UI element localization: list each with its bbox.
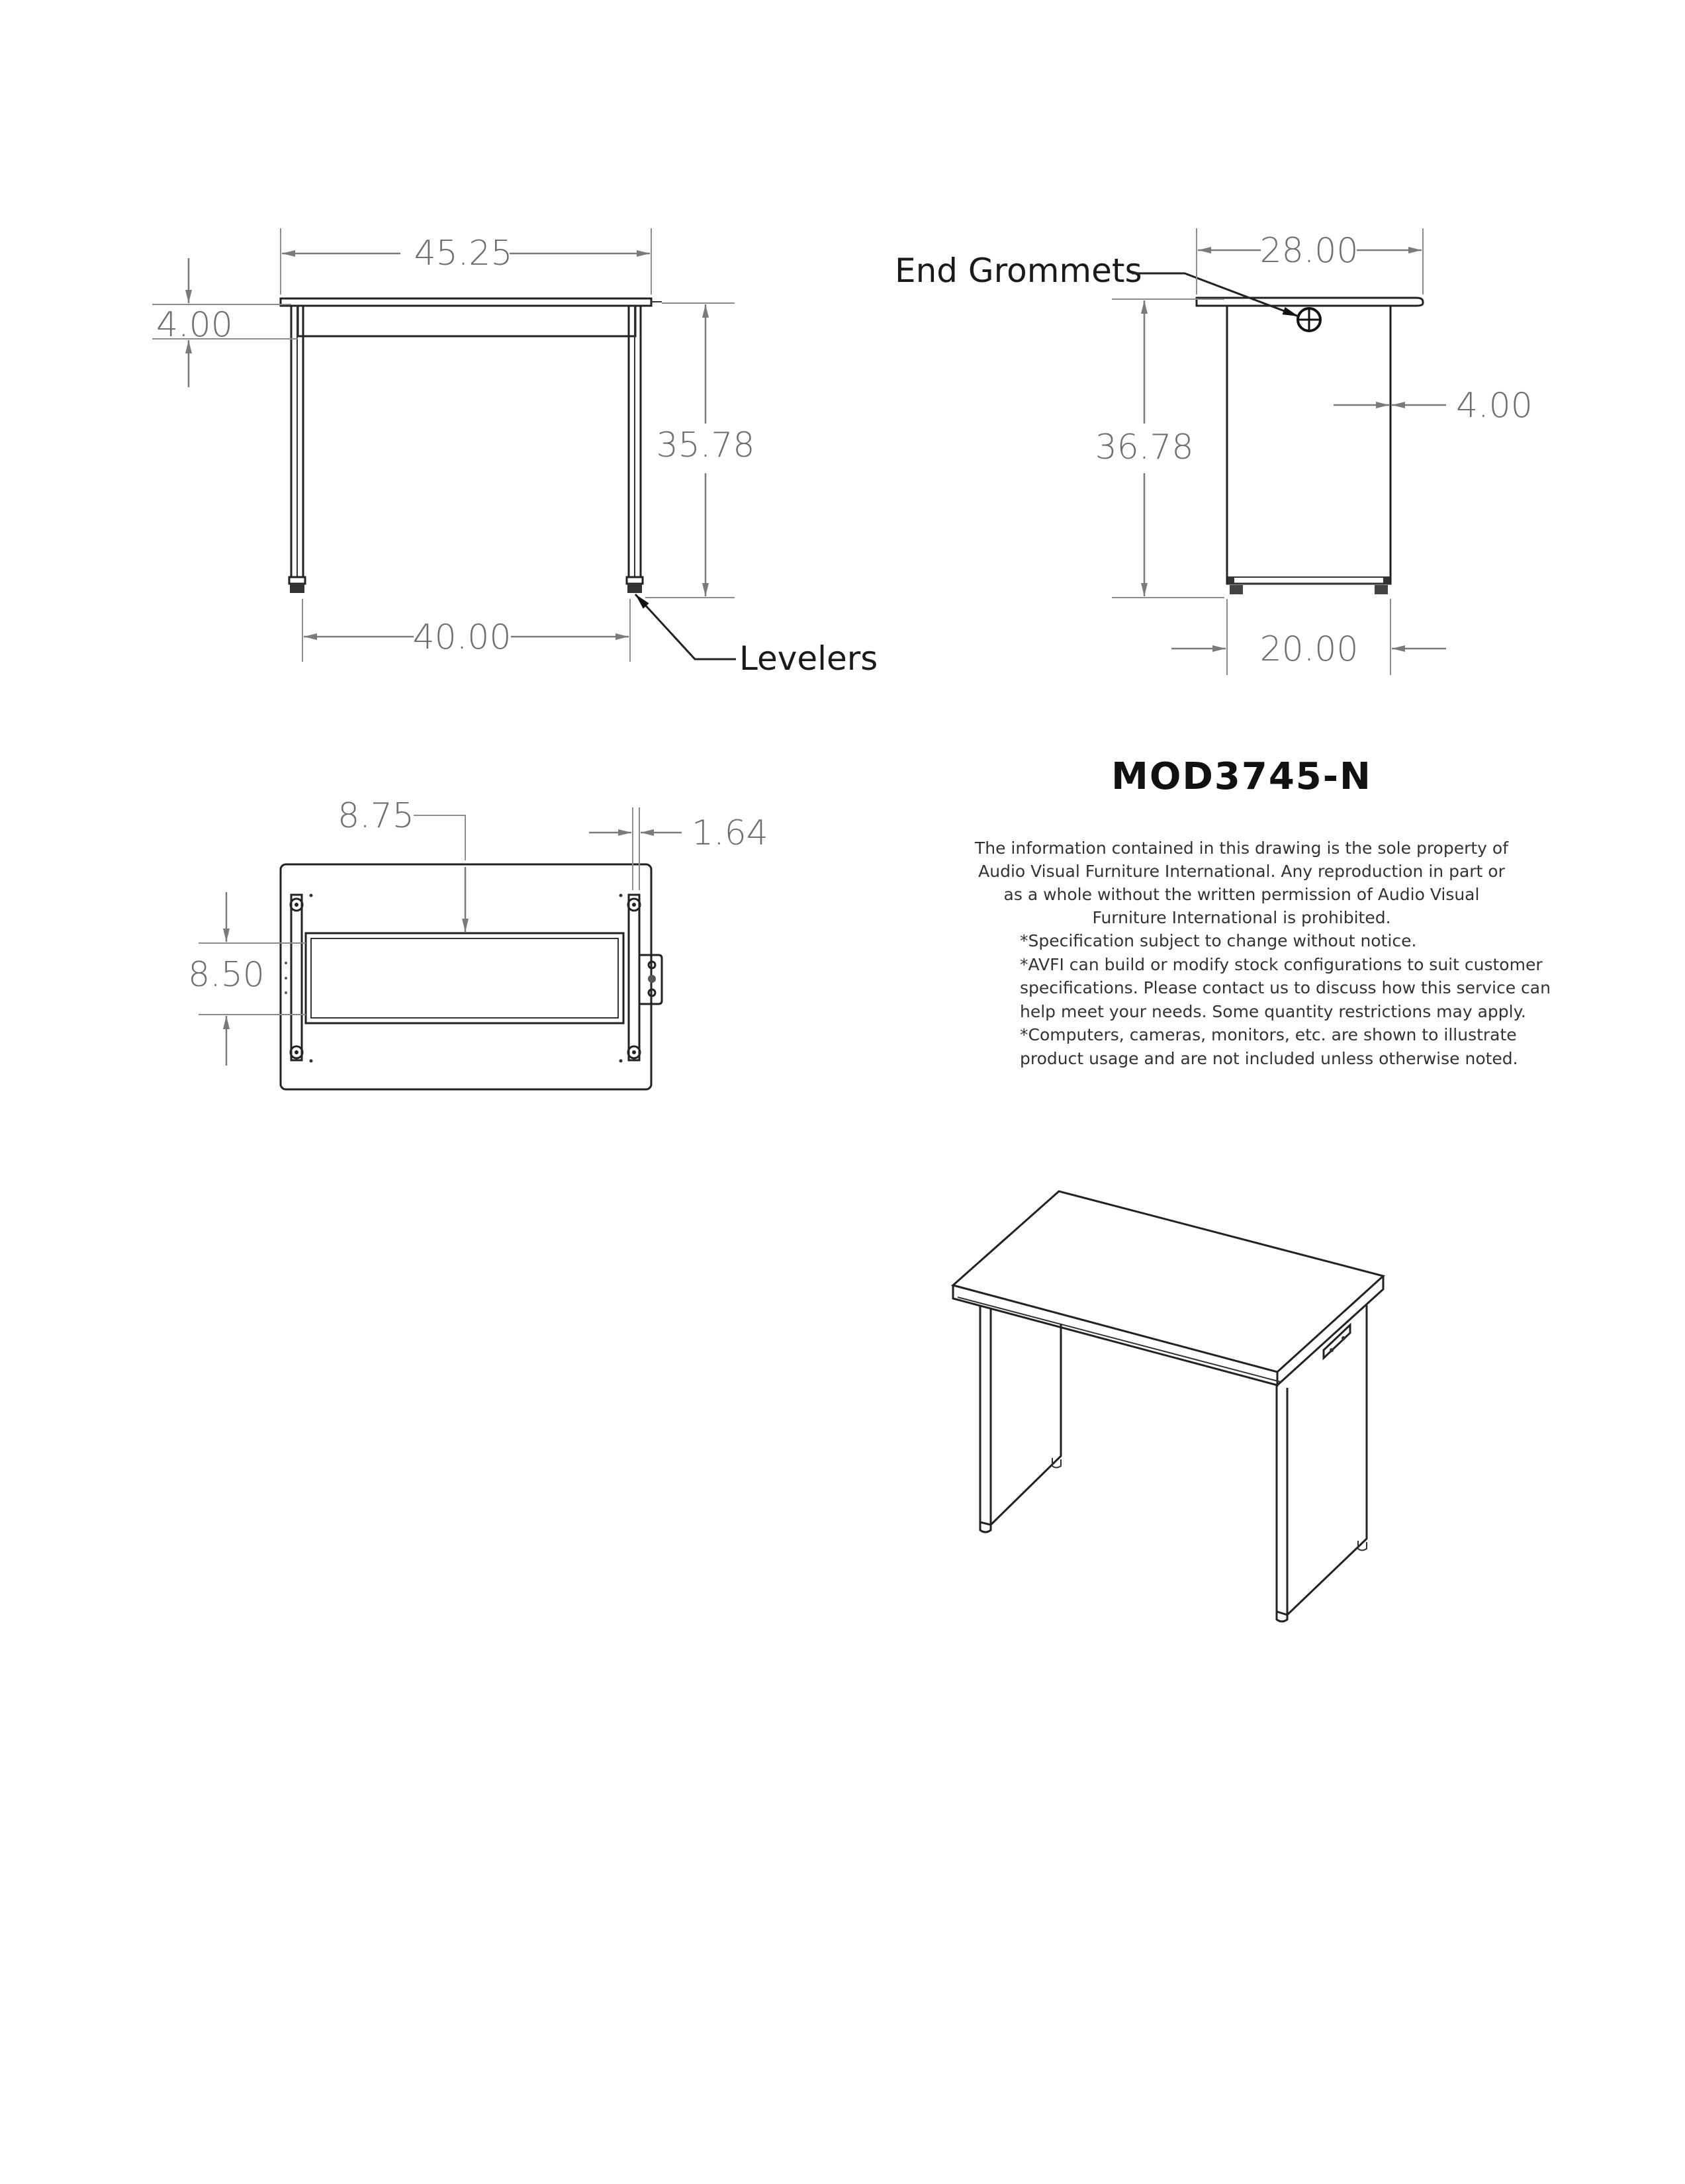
side-view	[895, 228, 1533, 675]
dim-top-thickness: 4.00	[156, 305, 233, 345]
note-line: *Specification subject to change without notice.	[1020, 931, 1417, 950]
iso-left-leg	[980, 1306, 1061, 1532]
dim-side-depth: 28.00	[1259, 231, 1359, 271]
front-view	[152, 228, 878, 678]
front-apron	[298, 306, 635, 336]
left-rail	[285, 894, 313, 1063]
dim-leg-span: 40.00	[412, 617, 512, 657]
model-number: MOD3745-N	[1111, 755, 1372, 798]
front-left-leg	[289, 306, 305, 593]
note-line: product usage and are not included unless otherwise noted.	[1020, 1049, 1518, 1068]
top-apron	[306, 933, 623, 1023]
disclaimer-notes	[974, 839, 1551, 1068]
end-grommets-label: End Grommets	[895, 251, 1142, 290]
isometric-view	[953, 1191, 1383, 1621]
right-rail	[619, 894, 641, 1063]
front-right-leg	[627, 306, 643, 593]
note-line: *AVFI can build or modify stock configurations to suit customer	[1020, 955, 1543, 974]
dim-side-offset: 4.00	[1456, 386, 1533, 426]
iso-right-leg	[1277, 1305, 1367, 1621]
dim-front-height: 35.78	[656, 426, 755, 465]
side-tabletop	[1197, 298, 1423, 306]
dim-overall-width: 45.25	[414, 234, 513, 273]
dim-panel-depth: 20.00	[1259, 629, 1359, 669]
note-line: as a whole without the written permission of Audio Visual	[1003, 885, 1480, 904]
dim-top-offset-b: 1.64	[692, 813, 768, 853]
title-block	[974, 755, 1551, 1068]
note-line: *Computers, cameras, monitors, etc. are shown to illustrate	[1020, 1025, 1517, 1044]
note-line: The information contained in this drawing is the sole property of	[974, 839, 1509, 858]
note-line: specifications. Please contact us to discuss how this service can	[1020, 978, 1551, 997]
side-panel	[1227, 306, 1390, 584]
dim-side-height: 36.78	[1095, 428, 1194, 467]
note-line: help meet your needs. Some quantity restrictions may apply.	[1020, 1002, 1526, 1021]
note-line: Audio Visual Furniture International. Any reproduction in part or	[978, 862, 1505, 881]
dim-top-offset-a: 8.75	[338, 796, 414, 836]
front-tabletop	[281, 298, 651, 306]
iso-tabletop	[953, 1191, 1383, 1372]
top-view	[188, 796, 768, 1089]
levelers-label: Levelers	[739, 639, 878, 678]
grommet-icon	[1298, 308, 1320, 331]
dim-top-spacing: 8.50	[188, 955, 265, 995]
grommet-bracket-icon	[639, 955, 662, 1004]
note-line: Furniture International is prohibited.	[1092, 908, 1391, 927]
